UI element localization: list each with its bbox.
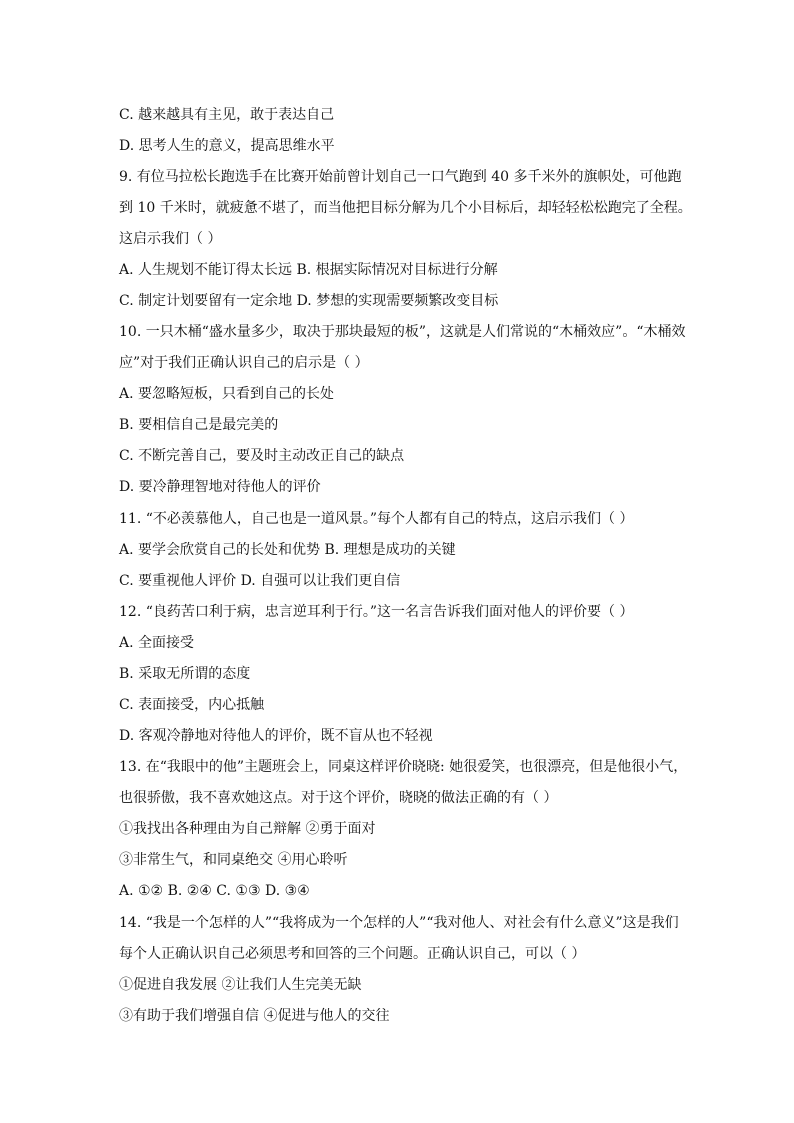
question-9-line-1: 9. 有位马拉松长跑选手在比赛开始前曾计划自己一口气跑到 40 多千米外的旗帜处，可他跑 [119, 169, 682, 185]
question-11-options-ab: A. 要学会欣赏自己的长处和优势 B. 理想是成功的关键 [119, 542, 456, 558]
option-10d: D. 要冷静理智地对待他人的评价 [119, 479, 321, 495]
option-12b: B. 采取无所谓的态度 [119, 666, 251, 682]
question-12: 12. “良药苦口利于病，忠言逆耳利于行。”这一名言告诉我们面对他人的评价要（ ） [119, 604, 634, 620]
question-10-line-1: 10. 一只木桶“盛水量多少，取决于那块最短的板”，这就是人们常说的“木桶效应”。“木桶效 [119, 324, 686, 340]
option-10a: A. 要忽略短板，只看到自己的长处 [119, 386, 335, 402]
question-13-line-1: 13. 在“我眼中的他”主题班会上，同桌这样评价晓晓: 她很爱笑，也很漂亮，但是他很小气， [119, 759, 688, 775]
question-13-items-12: ①我找出各种理由为自己辩解 ②勇于面对 [119, 821, 376, 837]
option-12a: A. 全面接受 [119, 635, 195, 651]
question-9-line-2: 到 10 千米时，就疲惫不堪了，而当他把目标分解为几个小目标后，却轻轻松松跑完了全程。 [119, 200, 692, 216]
option-8c: C. 越来越具有主见，敢于表达自己 [119, 107, 335, 123]
question-9-options-ab: A. 人生规划不能订得太长远 B. 根据实际情况对目标进行分解 [119, 262, 498, 278]
option-10c: C. 不断完善自己，要及时主动改正自己的缺点 [119, 448, 405, 464]
option-10b: B. 要相信自己是最完美的 [119, 417, 279, 433]
question-14-items-34: ③有助于我们增强自信 ④促进与他人的交往 [119, 1008, 390, 1024]
question-11-options-cd: C. 要重视他人评价 D. 自强可以让我们更自信 [119, 573, 401, 589]
question-11: 11. “不必羡慕他人，自己也是一道风景。”每个人都有自己的特点，这启示我们（ ） [119, 511, 634, 527]
option-8d: D. 思考人生的意义，提高思维水平 [119, 138, 335, 154]
question-13-items-34: ③非常生气，和同桌绝交 ④用心聆听 [119, 852, 348, 868]
question-9-line-3: 这启示我们（ ） [119, 231, 222, 247]
option-12d: D. 客观冷静地对待他人的评价，既不盲从也不轻视 [119, 728, 433, 744]
question-13-options: A. ①② B. ②④ C. ①③ D. ③④ [119, 883, 310, 899]
question-13-line-2: 也很骄傲，我不喜欢她这点。对于这个评价，晓晓的做法正确的有（ ） [119, 790, 558, 806]
option-12c: C. 表面接受，内心抵触 [119, 697, 265, 713]
question-9-options-cd: C. 制定计划要留有一定余地 D. 梦想的实现需要频繁改变目标 [119, 293, 499, 309]
question-14-items-12: ①促进自我发展 ②让我们人生完美无缺 [119, 977, 362, 993]
question-10-line-2: 应”对于我们正确认识自己的启示是（ ） [119, 355, 369, 371]
question-14-line-2: 每个人正确认识自己必须思考和回答的三个问题。正确认识自己，可以（ ） [119, 946, 586, 962]
question-14-line-1: 14. “我是一个怎样的人”“我将成为一个怎样的人”“我对他人、对社会有什么意义”这是我们 [119, 915, 679, 931]
